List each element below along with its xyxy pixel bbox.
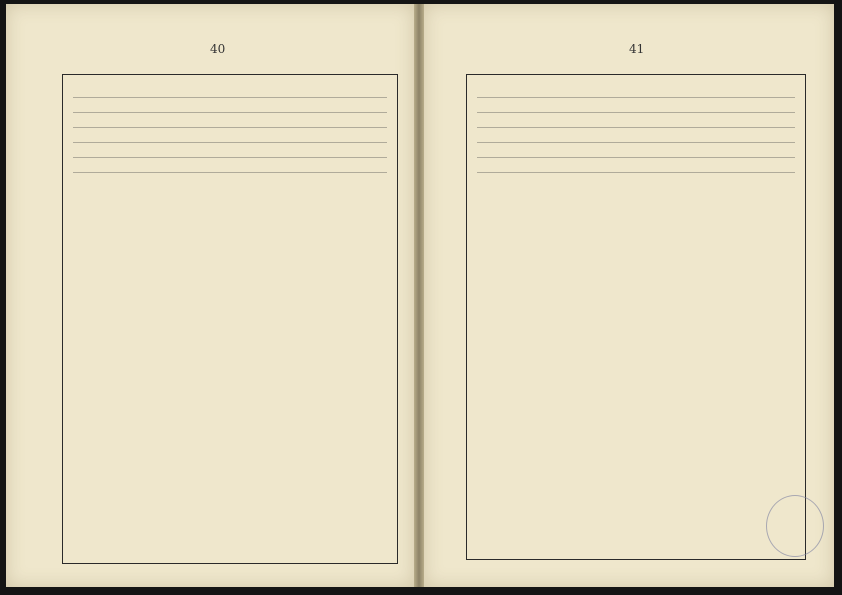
right-page — [424, 4, 834, 587]
left-page — [6, 4, 414, 587]
entry-list-right — [477, 83, 795, 551]
page-number-left: 40 — [210, 42, 226, 56]
entry-list-left — [73, 83, 387, 555]
library-stamp — [766, 495, 824, 557]
page-number-right: 41 — [629, 42, 645, 56]
listing-box-left — [62, 74, 398, 564]
listing-box-right — [466, 74, 806, 560]
